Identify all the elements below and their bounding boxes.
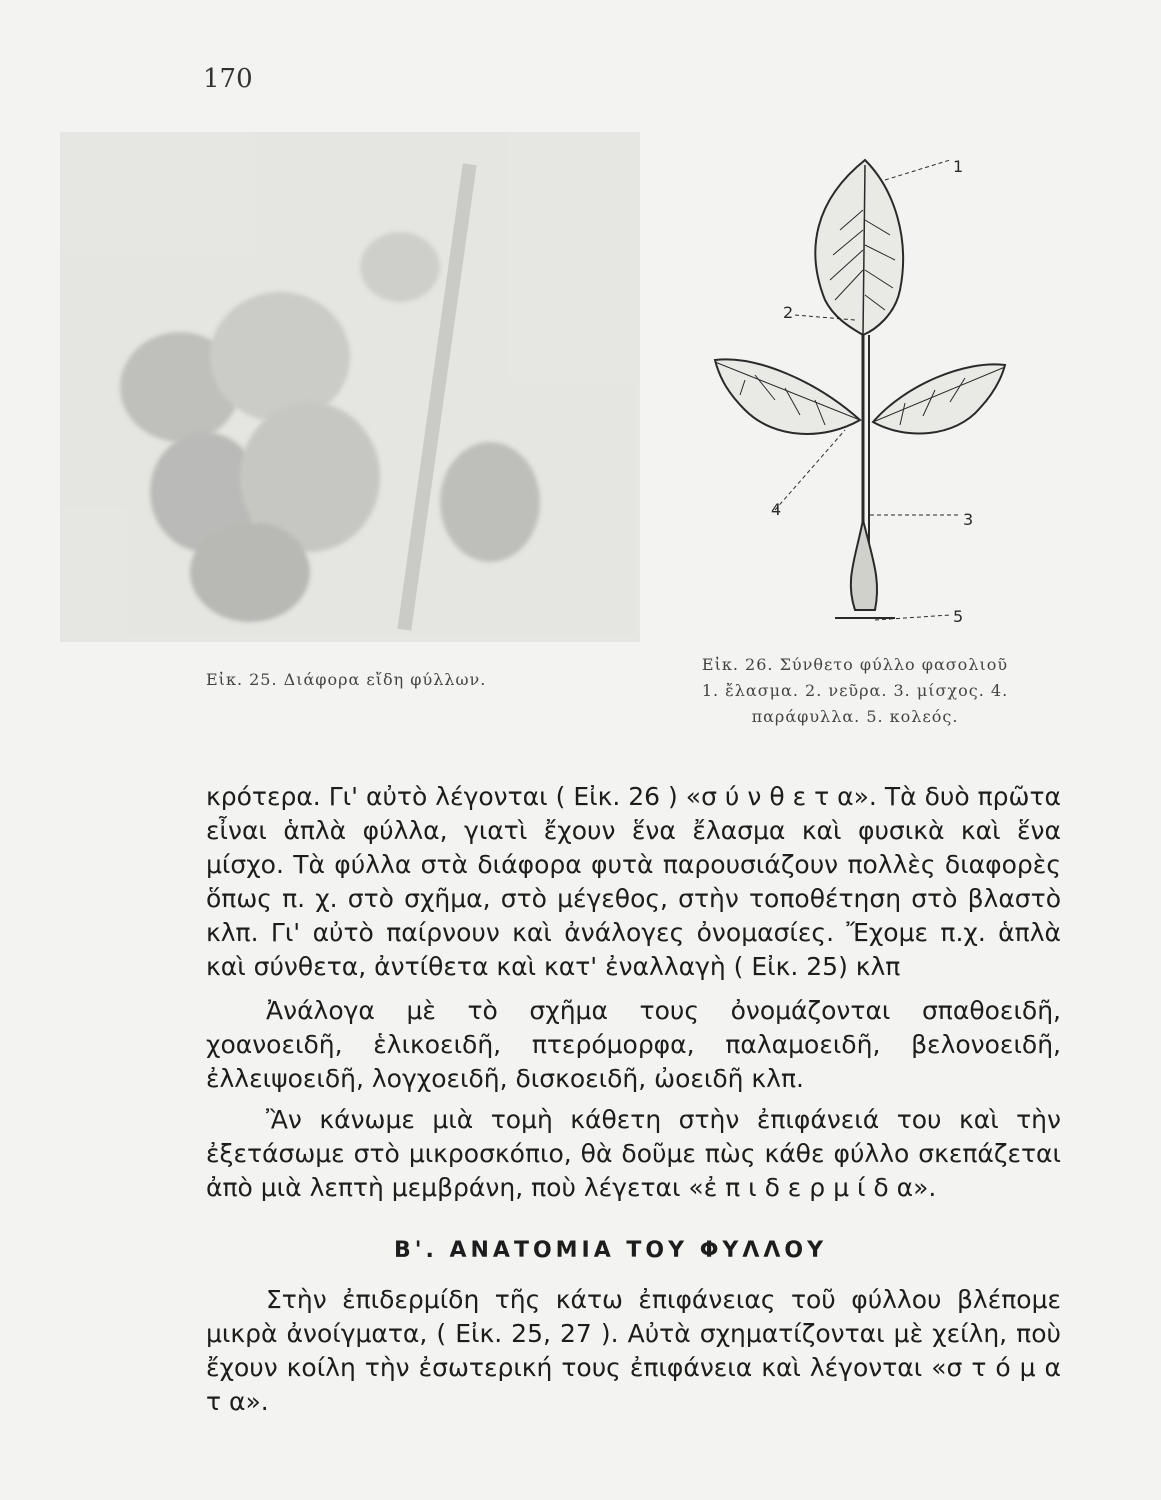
figure-26-caption-line: Εἰκ. 26. Σύνθετο φύλλο φασολιοῦ [701,655,1009,674]
leaf-label-3: 3 [963,510,974,529]
paragraph-text: κρότερα. Γι' αὐτὸ λέγονται ( Εἰκ. 26 ) «σ ύ ν θ ε τ α». Τὰ δυὸ πρῶτα εἶναι ἁπλὰ φύλλα, γιατὶ ἔχουν ἕνα ἔλασμα καὶ φυσικὰ καὶ ἕνα μίσχο. Τὰ φύλλα στὰ διάφορα φυτὰ παρουσιάζουν πολλὲς διαφορὲς ὅπως π. χ. στὸ σχῆμα, στὸ μέγεθος, στὴν τοποθέτηση στὸ βλαστὸ κλπ. Γι' αὐτὸ παίρνουν καὶ ἀνάλογες ὀνομασίες. Ἔχομε π.χ. ἁπλὰ καὶ σύνθετα, ἀντίθετα καὶ κατ' ἐναλλαγὴ ( Εἰκ. 25) κλπ [206,782,1061,981]
leaf-label-5: 5 [953,607,964,626]
page-number: 170 [203,64,253,94]
figure-26-caption-line: 1. ἔλασμα. 2. νεῦρα. 3. μίσχος. 4. [701,681,1009,700]
section-heading: Β'. ΑΝΑΤΟΜΙΑ ΤΟΥ ΦΥΛΛΟΥ [393,1238,828,1263]
paragraph-text: Ἀνάλογα μὲ τὸ σχῆμα τους ὀνομάζονται σπαθοειδῆ, χοανοειδῆ, ἑλικοειδῆ, πτερόμορφα, παλαμοειδῆ, βελονοειδῆ, ἐλλειψοειδῆ, λογχοειδῆ, δισκοειδῆ, ὠοειδῆ κλπ. [206,996,1061,1093]
body-paragraph [206,1103,1061,1205]
paragraph-text: Στὴν ἐπιδερμίδη τῆς κάτω ἐπιφάνειας τοῦ φύλλου βλέπομε μικρὰ ἀνοίγματα, ( Εἰκ. 25, 27 ). Αὐτὰ σχηματίζονται μὲ χείλη, ποὺ ἔχουν κοίλη τὴν ἐσωτερική τους ἐπιφάνεια καὶ λέγονται «σ τ ό μ α τ α». [206,1285,1061,1416]
figure-26-caption [660,652,1050,730]
body-paragraph [206,1283,1061,1419]
leaf-label-4: 4 [771,500,782,519]
figure-25-caption: Εἰκ. 25. Διάφορα εἴδη φύλλων. [206,670,487,689]
leaf-label-1: 1 [953,157,964,176]
body-paragraph [206,780,1061,984]
leaf-label-2: 2 [783,303,794,322]
paragraph-text: Ἂν κάνωμε μιὰ τομὴ κάθετη στὴν ἐπιφάνειά του καὶ τὴν ἐξετάσωμε στὸ μικροσκόπιο, θὰ δοῦμε πὼς κάθε φύλλο σκεπάζεται ἀπὸ μιὰ λεπτὴ μεμβράνη, ποὺ λέγεται «ἐ π ι δ ε ρ μ ί δ α». [206,1105,1061,1202]
figure-26-compound-leaf-drawing [695,140,1025,640]
figure-25-leaves-photo [60,132,640,642]
figure-26-caption-line: παράφυλλα. 5. κολεός. [751,707,959,726]
body-paragraph [206,994,1061,1096]
